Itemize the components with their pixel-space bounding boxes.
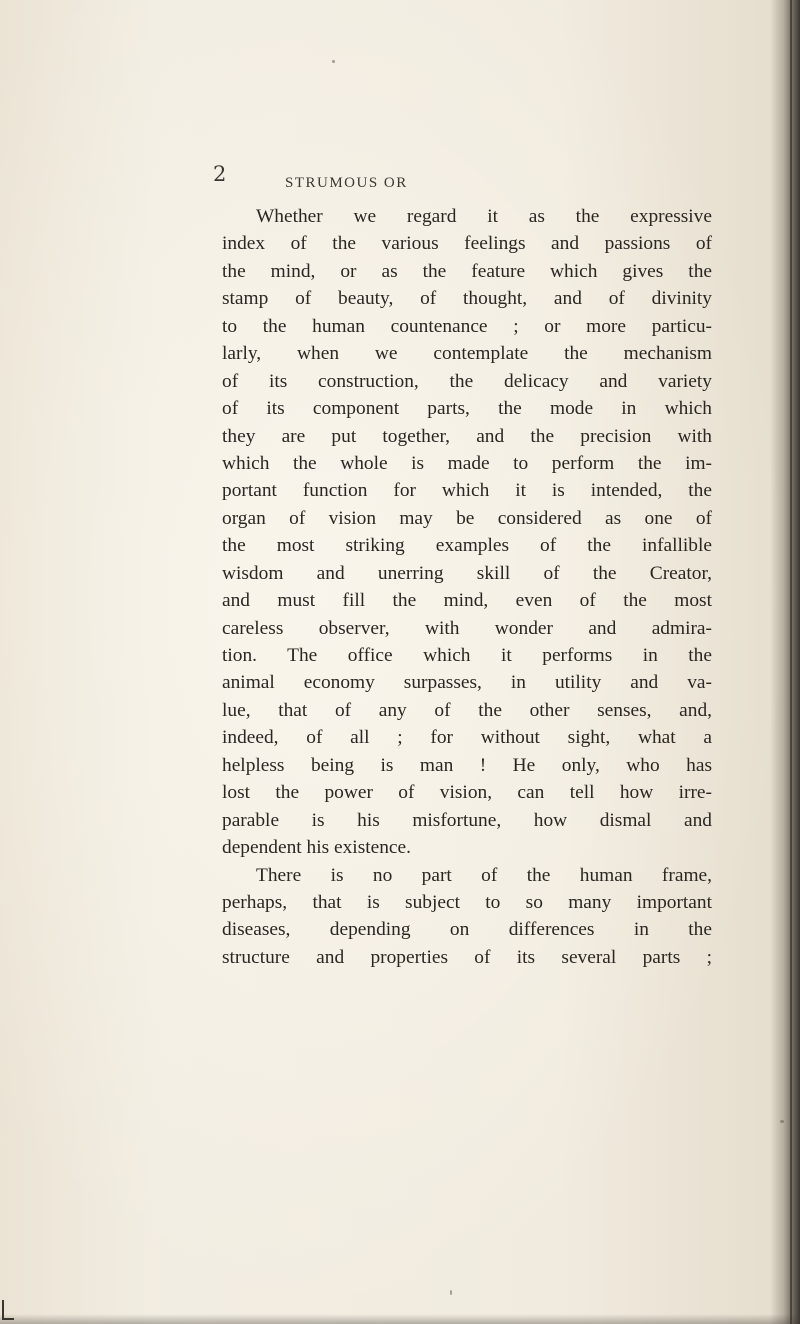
text-line: the mind, or as the feature which gives the — [222, 260, 712, 282]
text-line: tion. The office which it performs in the — [222, 645, 712, 666]
text-line: wisdom and unerring skill of the Creator, — [222, 562, 712, 584]
text-line: portant function for which it is intended, the — [222, 480, 712, 502]
text-line: lost the power of vision, can tell how irre- — [222, 782, 712, 804]
ink-speck — [780, 1120, 784, 1123]
text-line: stamp of beauty, of thought, and of divinity — [222, 288, 712, 310]
text-line: helpless being is man ! He only, who has — [222, 754, 712, 776]
text-line: diseases, depending on differences in the — [222, 919, 712, 941]
text-line: Whether we regard it as the expressive — [256, 206, 712, 227]
corner-fold-mark — [2, 1300, 14, 1320]
text-line: careless observer, with wonder and admira- — [222, 617, 712, 639]
text-line: organ of vision may be considered as one of — [222, 507, 712, 529]
running-head: STRUMOUS OR — [285, 175, 408, 191]
text-line: dependent his existence. — [222, 837, 411, 859]
ink-speck — [332, 60, 335, 63]
page-number: 2 — [213, 162, 227, 186]
text-line: structure and properties of its several parts ; — [222, 946, 712, 968]
text-line: which the whole is made to perform the im- — [222, 452, 712, 474]
text-line: There is no part of the human frame, — [256, 864, 712, 886]
text-line: of its construction, the delicacy and variety — [222, 370, 712, 392]
text-line: to the human countenance ; or more particu- — [222, 315, 712, 337]
text-line: of its component parts, the mode in which — [222, 398, 712, 420]
text-line: parable is his misfortune, how dismal and — [222, 809, 712, 831]
text-line: and must fill the mind, even of the most — [222, 590, 712, 612]
text-line: index of the various feelings and passions of — [222, 233, 712, 255]
text-line: they are put together, and the precision with — [222, 425, 712, 447]
binding-shadow — [770, 0, 800, 1324]
text-line: animal economy surpasses, in utility and va- — [222, 672, 712, 694]
page-bottom-edge — [0, 1314, 800, 1324]
text-line: larly, when we contemplate the mechanism — [222, 343, 712, 365]
text-line: perhaps, that is subject to so many important — [222, 891, 712, 913]
text-line: lue, that of any of the other senses, and, — [222, 699, 712, 721]
body-text — [222, 203, 712, 971]
ink-speck — [450, 1290, 452, 1295]
text-line: the most striking examples of the infallible — [222, 535, 712, 557]
text-line: indeed, of all ; for without sight, what a — [222, 727, 712, 749]
binding-edge — [790, 0, 792, 1324]
